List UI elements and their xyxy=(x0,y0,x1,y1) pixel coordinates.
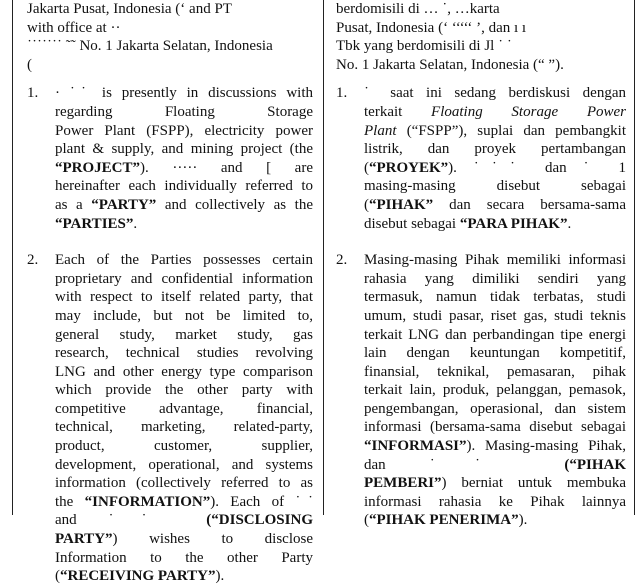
clause-line xyxy=(55,307,313,326)
english-intro-line: Jakarta Pusat, Indonesia (‘ and PT xyxy=(27,1,232,17)
indonesian-intro-line: Pusat, Indonesia (‘ ‘‘‘‘‘ ’, dan ı ı xyxy=(336,19,527,36)
left-border-line xyxy=(12,0,13,515)
defined-term: “PIHAK PENERIMA” xyxy=(369,512,519,529)
clause-line xyxy=(364,177,626,196)
clause-text-segment: and collectively as the xyxy=(156,196,313,213)
clause-text-segment: ). ····· and [ are xyxy=(140,159,313,176)
clause-text-segment: as a xyxy=(55,196,92,213)
defined-term: “RECEIVING PARTY” xyxy=(60,568,216,585)
clause-text-segment: informasi rahasia ke Pihak lainnya xyxy=(364,493,626,510)
defined-term: “PARA PIHAK” xyxy=(459,215,568,232)
clause-line xyxy=(364,196,626,215)
clause-line xyxy=(364,344,626,363)
clause-line xyxy=(364,400,626,419)
indonesian-clause-1 xyxy=(336,84,626,233)
clause-text-segment: (“FSPP”), suplai dan pembangkit xyxy=(396,122,626,139)
clause-line xyxy=(55,177,313,196)
clause-line xyxy=(364,511,626,530)
clause-text-segment: . xyxy=(133,215,138,232)
clause-text-segment: pengembangan, operasional, dan sistem xyxy=(364,400,626,417)
clause-text-segment: ( xyxy=(364,159,369,176)
clause-text-segment: masing-masing disebut sebagai xyxy=(364,178,626,195)
clause-text-segment: listrik, dan proyek pertambangan xyxy=(364,141,626,158)
clause-text-segment: lain dengan keuntungan kompetitif, xyxy=(364,345,626,362)
clause-line xyxy=(55,363,313,382)
clause-text xyxy=(55,84,313,233)
clause-text-segment: Power Plant (FSPP), electricity power xyxy=(55,122,313,139)
clause-text-segment: informasi (bersama-sama disebut sebagai xyxy=(364,419,626,436)
clause-line xyxy=(55,511,313,530)
clause-line xyxy=(364,456,626,475)
indonesian-column xyxy=(336,0,626,530)
indonesian-intro-line: No. 1 Jakarta Selatan, Indonesia (“ ”). xyxy=(336,56,564,73)
english-clause-2 xyxy=(27,251,313,586)
clause-line xyxy=(55,418,313,437)
clause-line xyxy=(364,381,626,400)
clause-text-segment: ). ˙˙˙ dan ˙ 1 xyxy=(448,159,626,176)
defined-term: “PROYEK” xyxy=(369,159,449,176)
clause-text-segment: proprietary and confidential information xyxy=(55,270,313,287)
defined-term: “PROJECT” xyxy=(55,159,141,176)
clause-line xyxy=(364,270,626,289)
clause-text-segment: regarding Floating Storage xyxy=(55,103,313,120)
english-intro-line: ( xyxy=(27,56,32,73)
english-clause-1 xyxy=(27,84,313,233)
clause-text-segment: terkait LNG dan perbandingan tipe energi xyxy=(364,326,626,343)
clause-text-segment: ) berniat untuk membuka xyxy=(441,475,626,492)
clause-text-segment: with respect to itself related party, that xyxy=(55,289,313,306)
column-divider-line xyxy=(323,0,324,515)
clause-line xyxy=(55,567,313,586)
clause-line xyxy=(55,251,313,270)
clause-line xyxy=(364,140,626,159)
clause-text-segment: the xyxy=(55,493,85,510)
english-column xyxy=(27,0,313,586)
clause-text-segment: plant & supply, and mining project (the xyxy=(55,141,313,158)
clause-text-segment: rahasia yang dimiliki sendiri yang xyxy=(364,270,626,287)
clause-line xyxy=(55,456,313,475)
indonesian-intro-line: berdomisili di … ˙, …karta xyxy=(336,1,500,17)
clause-line xyxy=(364,84,626,103)
defined-term: “PARTIES” xyxy=(55,215,134,232)
clause-number: 1. xyxy=(336,85,348,102)
clause-text-segment: ). Each of ˙˙ xyxy=(210,493,313,510)
italic-term: Floating Storage Power xyxy=(431,103,626,120)
clause-line xyxy=(364,326,626,345)
clause-line xyxy=(55,344,313,363)
clause-text-segment: termasuk, namun tidak terbatas, studi xyxy=(364,289,626,306)
defined-term: “INFORMASI” xyxy=(364,438,467,455)
clause-text-segment: . xyxy=(567,215,572,232)
clause-line xyxy=(364,474,626,493)
clause-line xyxy=(55,288,313,307)
clause-text-segment: disebut sebagai xyxy=(364,215,460,232)
indonesian-clause-2 xyxy=(336,251,626,530)
clause-line xyxy=(55,140,313,159)
clause-line xyxy=(55,326,313,345)
clause-number: 2. xyxy=(336,252,348,269)
clause-line xyxy=(55,215,313,234)
clause-line xyxy=(364,307,626,326)
clause-text-segment: LNG and other energy type comparison xyxy=(55,363,313,380)
clause-line xyxy=(364,122,626,141)
clause-text-segment: research, technical studies revolving xyxy=(55,345,313,362)
english-intro xyxy=(27,0,313,74)
clause-text-segment: which provide the other party with xyxy=(55,382,313,399)
defined-term: PARTY” xyxy=(55,531,113,548)
clause-text-segment: umum, studi pasar, riset gas, studi teknis xyxy=(364,307,626,324)
indonesian-intro-line: Tbk yang berdomisili di Jl ˙ ˙ xyxy=(336,38,512,55)
clause-line xyxy=(364,103,626,122)
clause-text xyxy=(364,251,626,530)
clause-line xyxy=(55,103,313,122)
right-border-line xyxy=(634,0,635,515)
clause-text-segment: ( xyxy=(364,196,369,213)
clause-line xyxy=(364,418,626,437)
indonesian-intro xyxy=(336,0,626,74)
clause-line xyxy=(55,493,313,512)
clause-line xyxy=(55,381,313,400)
defined-term: “PARTY” xyxy=(91,196,157,213)
clause-text-segment: ( xyxy=(364,512,369,529)
clause-line xyxy=(55,196,313,215)
clause-text-segment: technical, marketing, related-party, xyxy=(55,419,313,436)
clause-number: 1. xyxy=(27,85,39,102)
clause-text-segment: product, customer, supplier, xyxy=(55,438,313,455)
clause-text-segment: ). xyxy=(518,512,528,529)
clause-number: 2. xyxy=(27,252,39,269)
clause-line xyxy=(364,251,626,270)
clause-text-segment: information (collectively referred to as xyxy=(55,475,313,492)
clause-text-segment: dan ˙˙ xyxy=(364,456,565,473)
clause-line xyxy=(364,159,626,178)
clause-line xyxy=(55,270,313,289)
clause-text-segment: ( xyxy=(55,568,60,585)
english-intro-line: ˙˙˙˙˙˙˙ ˜˜ No. 1 Jakarta Selatan, Indonesia xyxy=(27,38,273,55)
clause-line xyxy=(55,122,313,141)
defined-term: (“PIHAK xyxy=(564,456,626,473)
clause-text-segment: Masing-masing Pihak memiliki informasi xyxy=(364,252,626,269)
clause-text-segment: and ˙˙ xyxy=(55,512,207,529)
italic-term: Plant xyxy=(364,122,397,139)
clause-text-segment: · ˙˙ is presently in discussions with xyxy=(55,85,313,102)
english-intro-line: with office at ·· xyxy=(27,19,121,36)
clause-line xyxy=(364,437,626,456)
clause-line xyxy=(55,474,313,493)
clause-text-segment: ) wishes to disclose xyxy=(112,531,313,548)
clause-text-segment: dan secara bersama-sama xyxy=(433,196,626,213)
clause-text-segment: Each of the Parties possesses certain xyxy=(55,252,313,269)
clause-line xyxy=(55,84,313,103)
clause-text-segment: Information to the other Party xyxy=(55,549,313,566)
clause-line xyxy=(364,363,626,382)
clause-line xyxy=(364,215,626,234)
clause-line xyxy=(55,159,313,178)
clause-text-segment: may include, but not be limited to, xyxy=(55,307,313,324)
clause-line xyxy=(364,493,626,512)
clause-text-segment: competitive advantage, financial, xyxy=(55,400,313,417)
clause-text-segment: ). Masing-masing Pihak, xyxy=(466,438,626,455)
clause-text-segment: terkait xyxy=(364,103,432,120)
clause-text-segment: general study, market study, gas xyxy=(55,326,313,343)
defined-term: (“DISCLOSING xyxy=(206,512,313,529)
clause-text-segment: development, operational, and systems xyxy=(55,456,313,473)
clause-line xyxy=(55,400,313,419)
clause-text-segment: ˙ saat ini sedang berdiskusi dengan xyxy=(364,85,626,102)
clause-line xyxy=(55,549,313,568)
defined-term: PEMBERI” xyxy=(364,475,442,492)
clause-text xyxy=(55,251,313,586)
clause-line xyxy=(55,530,313,549)
clause-line xyxy=(55,437,313,456)
clause-text-segment: ). xyxy=(215,568,225,585)
clause-text-segment: terkait lain, produk, pelanggan, pemasok, xyxy=(364,382,626,399)
defined-term: “INFORMATION” xyxy=(84,493,211,510)
clause-text xyxy=(364,84,626,233)
clause-text-segment: hereinafter each individually referred to xyxy=(55,178,313,195)
clause-line xyxy=(364,288,626,307)
defined-term: “PIHAK” xyxy=(369,196,434,213)
clause-text-segment: finansial, teknikal, pemasaran, pihak xyxy=(364,363,626,380)
